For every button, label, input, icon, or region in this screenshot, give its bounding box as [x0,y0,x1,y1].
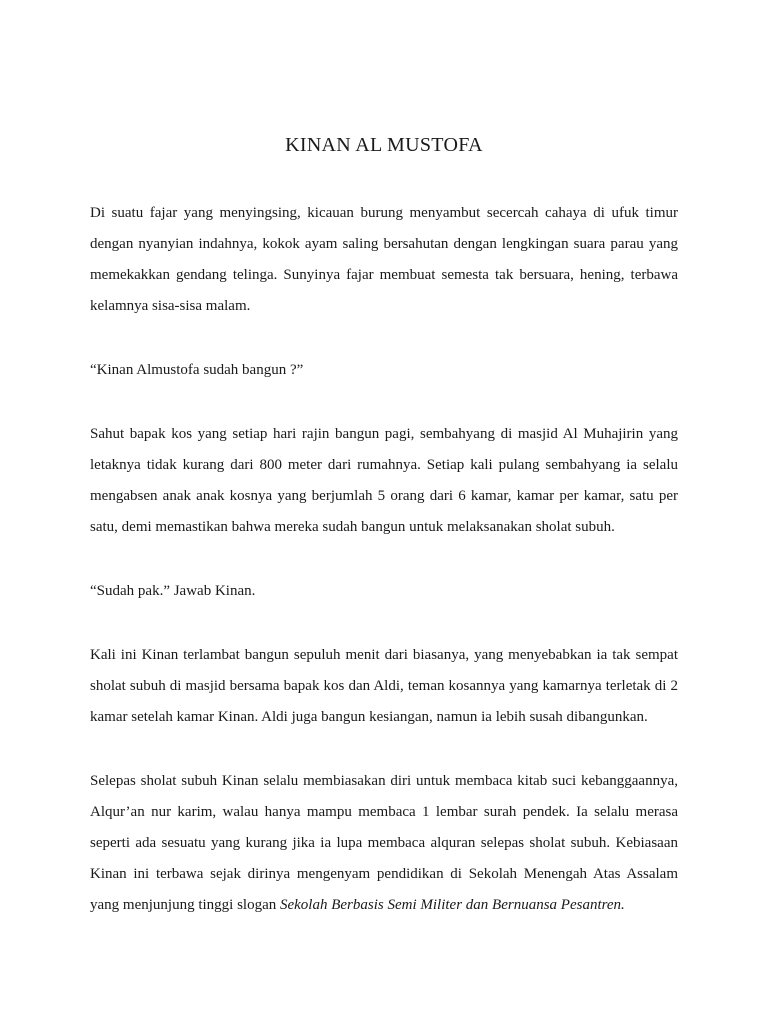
paragraph-dialogue-question: “Kinan Almustofa sudah bangun ?” [90,362,304,378]
school-slogan: Sekolah Berbasis Semi Militer dan Bernuansa Pesantren. [279,897,625,913]
paragraph-opening: Di suatu fajar yang menyingsing, kicauan burung menyambut secercah cahaya di ufuk timur dengan nyanyian indahnya, kokok ayam saling bersahutan dengan lengkingan suara parau yang memekakkan gendang telinga. Sunyinya fajar membuat semesta tak bersuara, hening, terbawa kelamnya sisa-sisa malam. [90,205,678,314]
paragraph-quran-habit-text: Selepas sholat subuh Kinan selalu membiasakan diri untuk membaca kitab suci kebanggaannya, Alqur’an nur karim, walau hanya mampu membaca 1 lembar surah pendek. Ia selalu merasa seperti ada sesuatu yang kurang jika ia lupa membaca alquran selepas sholat subuh. Kebiasaan Kinan ini terbawa sejak dirinya mengenyam pendidikan di Sekolah Menengah Atas Assalam yang menjunjung tinggi slogan [90,773,678,913]
paragraph-quran-habit [90,766,678,921]
paragraph-landlord: Sahut bapak kos yang setiap hari rajin bangun pagi, sembahyang di masjid Al Muhajirin yang letaknya tidak kurang dari 800 meter dari rumahnya. Setiap kali pulang sembahyang ia selalu mengabsen anak anak kosnya yang berjumlah 5 orang dari 6 kamar, kamar per kamar, satu per satu, demi memastikan bahwa mereka sudah bangun untuk melaksanakan sholat subuh. [90,426,678,535]
paragraph-dialogue-answer: “Sudah pak.” Jawab Kinan. [90,583,256,599]
document-title: KINAN AL MUSTOFA [285,134,483,156]
paragraph-late-waking: Kali ini Kinan terlambat bangun sepuluh menit dari biasanya, yang menyebabkan ia tak sempat sholat subuh di masjid bersama bapak kos dan Aldi, teman kosannya yang kamarnya terletak di 2 kamar setelah kamar Kinan. Aldi juga bangun kesiangan, namun ia lebih susah dibangunkan. [90,647,678,725]
